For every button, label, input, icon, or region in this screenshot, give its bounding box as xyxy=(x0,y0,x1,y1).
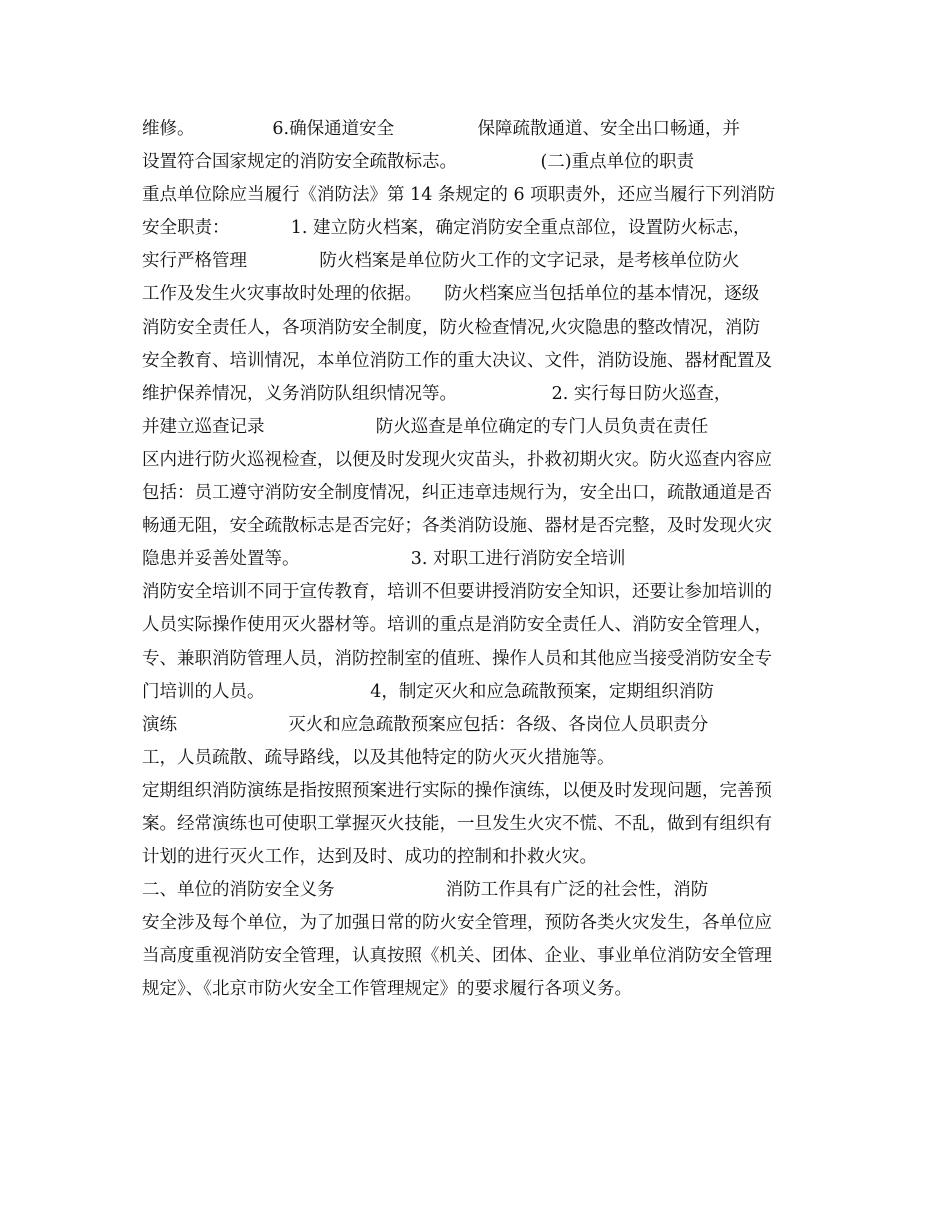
text-line: 定期组织消防演练是指按照预案进行实际的操作演练，以便及时发现问题，完善预 xyxy=(142,780,772,801)
text-line: 包括：员工遵守消防安全制度情况，纠正违章违规行为，安全出口，疏散通道是否 xyxy=(142,483,772,504)
text-line: 案。经常演练也可使职工掌握灭火技能，一旦发生火灾不慌、不乱，做到有组织有 xyxy=(142,813,772,834)
text-line: 门培训的人员。 4，制定灭火和应急疏散预案，定期组织消防 xyxy=(142,681,714,702)
text-line: 安全职责： 1. 建立防火档案，确定消防安全重点部位，设置防火标志， xyxy=(142,218,751,239)
text-line: 安全涉及每个单位，为了加强日常的防火安全管理，预防各类火灾发生，各单位应 xyxy=(142,913,772,934)
text-line: 维护保养情况，义务消防队组织情况等。 2. 实行每日防火巡查， xyxy=(142,383,732,404)
text-line: 当高度重视消防安全管理，认真按照《机关、团体、企业、事业单位消防安全管理 xyxy=(142,946,772,967)
text-line: 维修。 6.确保通道安全 保障疏散通道、安全出口畅通，并 xyxy=(142,119,741,139)
text-line: 设置符合国家规定的消防安全疏散标志。 (二)重点单位的职责 xyxy=(142,152,695,173)
text-line: 畅通无阻，安全疏散标志是否完好；各类消防设施、器材是否完整，及时发现火灾 xyxy=(142,516,772,537)
text-line: 隐患并妥善处置等。 3. 对职工进行消防安全培训 xyxy=(142,549,626,570)
text-line: 区内进行防火巡视检查，以便及时发现火灾苗头，扑救初期火灾。防火巡查内容应 xyxy=(142,449,772,470)
text-line: 工作及发生火灾事故时处理的依据。 防火档案应当包括单位的基本情况，逐级 xyxy=(142,284,760,305)
text-line: 专、兼职消防管理人员，消防控制室的值班、操作人员和其他应当接受消防安全专 xyxy=(142,648,772,669)
document-body xyxy=(142,113,822,1007)
text-line: 演练 灭火和应急疏散预案应包括：各级、各岗位人员职责分 xyxy=(142,714,709,735)
text-line: 计划的进行灭火工作，达到及时、成功的控制和扑救火灾。 xyxy=(142,847,597,868)
text-line: 消防安全培训不同于宣传教育，培训不但要讲授消防安全知识，还要让参加培训的 xyxy=(142,582,772,603)
text-line: 重点单位除应当履行《消防法》第 14 条规定的 6 项职责外，还应当履行下列消防 xyxy=(142,185,776,206)
text-line: 安全教育、培训情况，本单位消防工作的重大决议、文件，消防设施、器材配置及 xyxy=(142,350,772,371)
text-line: 人员实际操作使用灭火器材等。培训的重点是消防安全责任人、消防安全管理人， xyxy=(142,615,772,636)
text-line: 并建立巡查记录 防火巡查是单位确定的专门人员负责在责任 xyxy=(142,416,709,437)
text-line: 规定》、《北京市防火安全工作管理规定》的要求履行各项义务。 xyxy=(142,979,632,1000)
text-line: 实行严格管理 防火档案是单位防火工作的文字记录，是考核单位防火 xyxy=(142,251,740,272)
text-line: 工，人员疏散、疏导路线，以及其他特定的防火灭火措施等。 xyxy=(142,747,615,768)
text-line: 消防安全责任人，各项消防安全制度，防火检查情况,火灾隐患的整改情况，消防 xyxy=(142,317,761,338)
text-line: 二、单位的消防安全义务 消防工作具有广泛的社会性，消防 xyxy=(142,880,709,901)
